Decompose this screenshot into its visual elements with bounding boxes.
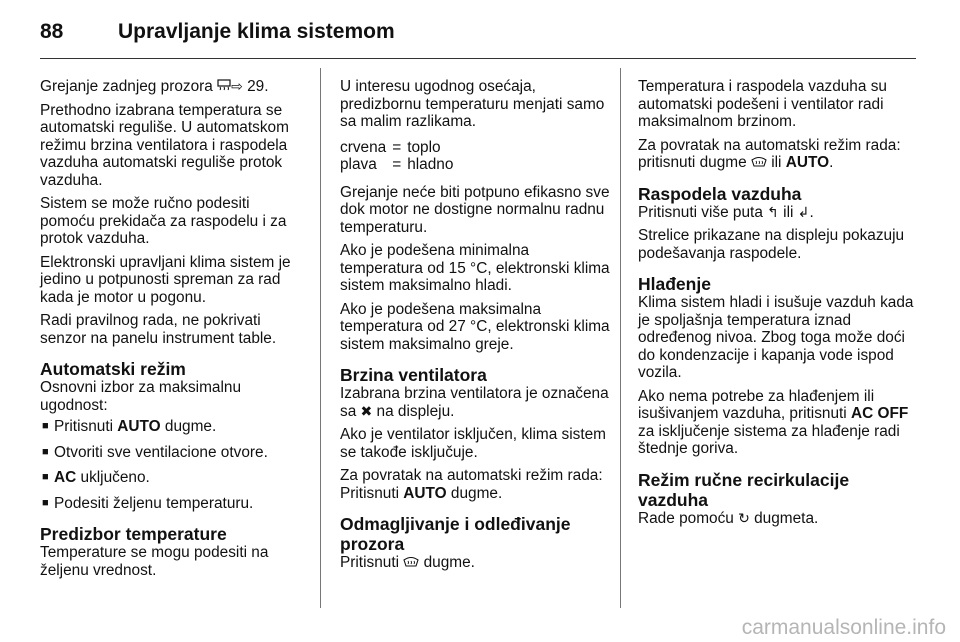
paragraph: Grejanje neće biti potpuno efikasno sve dok motor ne dostigne normalnu radnu temperaturu. bbox=[340, 183, 610, 236]
fan-icon: ✖ bbox=[360, 402, 373, 419]
table-row: plava = hladno bbox=[340, 156, 454, 173]
air-distribution-down-icon: ↲ bbox=[797, 203, 810, 220]
paragraph: Strelice prikazane na displeju pokazuju podešavanja raspodele. bbox=[638, 227, 905, 262]
paragraph: Ako nema potrebe za hlađenjem ili isušivanjem vazduha, pritisnuti AC OFF za isključenje sistema za hlađenje radi štednje goriva. bbox=[638, 387, 909, 457]
paragraph: U interesu ugodnog osećaja, predizbornu temperaturu menjati samo sa malim razlikama. bbox=[340, 78, 605, 130]
paragraph: Radi pravilnog rada, ne pokrivati senzor na panelu instrument table. bbox=[40, 312, 277, 347]
page-title: Upravljanje klima sistemom bbox=[118, 20, 395, 43]
paragraph: Sistem se može ručno podesiti pomoću prekidača za raspodelu i za protok vazduha. bbox=[40, 195, 287, 247]
bullet-icon: ■ bbox=[42, 471, 49, 483]
paragraph: Pritisnuti dugme. bbox=[340, 554, 475, 571]
heading-auto-mode: Automatski režim bbox=[40, 359, 186, 379]
page-header bbox=[40, 18, 916, 59]
page-reference-icon: ⇨ bbox=[231, 78, 243, 94]
paragraph: Izabrana brzina ventilatora je označena sa ✖ na displeju. bbox=[340, 385, 609, 420]
paragraph: Ako je podešena maksimalna temperatura od 27 °C, elektronski klima sistem maksimalno greje. bbox=[340, 300, 610, 353]
paragraph: Klima sistem hladi i isušuje vazduh kada je spoljašnja temperatura iznad određenog nivoa. Zbog toga može doći do kondenzacije i kapanja vode ispod vozila. bbox=[638, 294, 914, 381]
paragraph: Ako je ventilator isključen, klima sistem se takođe isključuje. bbox=[340, 426, 607, 461]
air-distribution-up-icon: ↰ bbox=[767, 203, 779, 220]
column-divider-left bbox=[320, 68, 321, 608]
auto-steps-list bbox=[40, 418, 308, 512]
list-item: ■ Podesiti željenu temperaturu. bbox=[42, 494, 254, 512]
bullet-icon: ■ bbox=[42, 496, 49, 509]
column-1 bbox=[40, 78, 308, 585]
paragraph: Za povratak na automatski režim rada: Pritisnuti AUTO dugme. bbox=[340, 467, 603, 502]
column-3 bbox=[638, 78, 916, 533]
paragraph: Za povratak na automatski režim rada: pritisnuti dugme ili AUTO. bbox=[638, 136, 901, 171]
paragraph: Temperatura i raspodela vazduha su automatski podešeni i ventilator radi maksimalnom brzinom. bbox=[638, 78, 887, 130]
paragraph: Ako je podešena minimalna temperatura od 15 °C, elektronski klima sistem maksimalno hladi. bbox=[340, 242, 610, 294]
paragraph: Pritisnuti više puta ↰ ili ↲. bbox=[638, 203, 814, 221]
bullet-icon: ■ bbox=[42, 420, 49, 432]
column-divider-right bbox=[620, 68, 621, 608]
heading-manual-recirculation: Režim ručne recirkulacije vazduha bbox=[638, 469, 850, 510]
list-item: ■ AC uključeno. bbox=[42, 469, 150, 486]
heading-temperature-preset: Predizbor temperature bbox=[40, 524, 227, 544]
rear-window-ref: Grejanje zadnjeg prozora ⇨ 29. bbox=[40, 78, 269, 95]
paragraph: Temperature se mogu podesiti na željenu vrednost. bbox=[40, 544, 269, 579]
rear-window-heat-icon bbox=[217, 78, 231, 96]
page-number: 88 bbox=[40, 20, 64, 43]
heading-cooling: Hlađenje bbox=[638, 274, 711, 294]
heading-defog: Odmagljivanje i odleđivanje prozora bbox=[340, 514, 571, 554]
column-2 bbox=[340, 78, 610, 578]
color-legend-table bbox=[340, 139, 459, 174]
watermark: carmanualsonline.info bbox=[741, 616, 946, 639]
bullet-icon: ■ bbox=[42, 445, 49, 458]
paragraph: Prethodno izabrana temperatura se automatski reguliše. U automatskom režimu brzina ventilatora i raspodela vazduha automatski reguliše protok vazduha. bbox=[40, 101, 289, 189]
paragraph: Rade pomoću ↻ dugmeta. bbox=[638, 509, 819, 527]
heading-fan-speed: Brzina ventilatora bbox=[340, 365, 487, 385]
list-item: ■ Pritisnuti AUTO dugme. bbox=[42, 418, 217, 435]
list-item: ■ Otvoriti sve ventilacione otvore. bbox=[42, 443, 268, 461]
recirculation-icon: ↻ bbox=[738, 509, 750, 526]
paragraph: Osnovni izbor za maksimalnu ugodnost: bbox=[40, 379, 242, 414]
table-row: crvena = toplo bbox=[340, 138, 441, 156]
windshield-defrost-icon bbox=[403, 554, 419, 572]
heading-air-distribution: Raspodela vazduha bbox=[638, 183, 802, 204]
windshield-defrost-icon bbox=[751, 154, 767, 172]
paragraph: Elektronski upravljani klima sistem je jedino u potpunosti spreman za rad kada je motor u pogonu. bbox=[40, 253, 291, 306]
